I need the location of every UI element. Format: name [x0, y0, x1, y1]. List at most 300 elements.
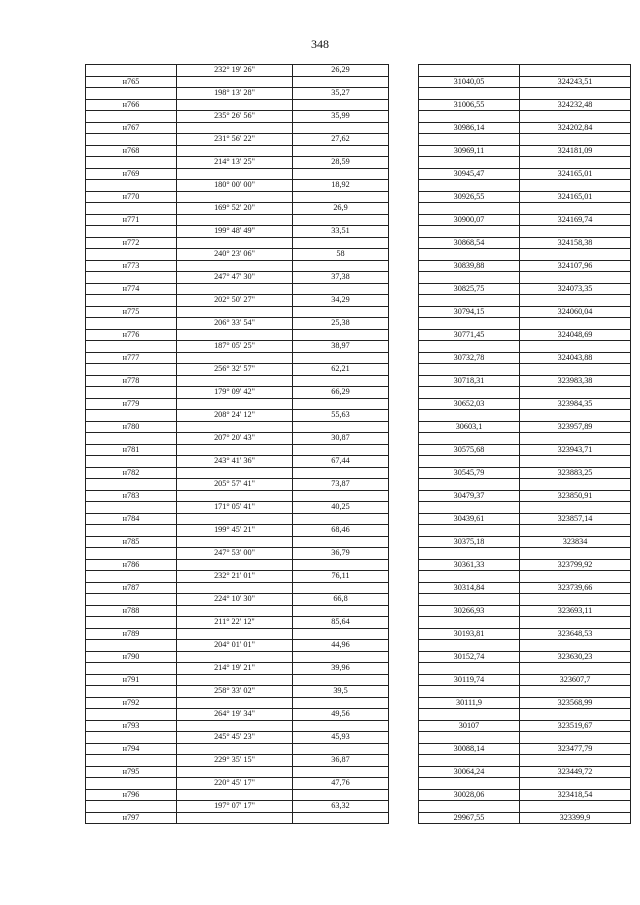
length-cell: 49,56	[293, 709, 389, 721]
gap-cell	[389, 651, 419, 663]
length-cell: 37,38	[293, 272, 389, 284]
point-id-cell: н782	[86, 467, 177, 479]
x-coordinate-cell: 30266,93	[419, 605, 520, 617]
gap-cell	[389, 283, 419, 295]
empty-cell	[293, 605, 389, 617]
gap-cell	[389, 525, 419, 537]
gap-cell	[389, 628, 419, 640]
empty-cell	[177, 766, 293, 778]
gap-cell	[389, 594, 419, 606]
point-row	[86, 329, 631, 341]
empty-cell	[86, 318, 177, 330]
empty-cell	[86, 272, 177, 284]
empty-cell	[86, 755, 177, 767]
empty-cell	[419, 180, 520, 192]
y-coordinate-cell: 323984,35	[520, 398, 631, 410]
empty-cell	[419, 272, 520, 284]
point-id-cell: н767	[86, 122, 177, 134]
empty-cell	[86, 479, 177, 491]
length-cell: 76,11	[293, 571, 389, 583]
y-coordinate-cell: 324060,04	[520, 306, 631, 318]
gap-cell	[389, 444, 419, 456]
empty-cell	[177, 536, 293, 548]
empty-cell	[520, 318, 631, 330]
segment-row	[86, 364, 631, 376]
empty-cell	[293, 260, 389, 272]
empty-cell	[520, 778, 631, 790]
empty-cell	[86, 686, 177, 698]
point-row	[86, 145, 631, 157]
bearing-cell: 220° 45' 17"	[177, 778, 293, 790]
empty-cell	[293, 283, 389, 295]
x-coordinate-cell: 30479,37	[419, 490, 520, 502]
x-coordinate-cell: 30064,24	[419, 766, 520, 778]
empty-cell	[419, 663, 520, 675]
gap-cell	[389, 191, 419, 203]
empty-cell	[419, 111, 520, 123]
y-coordinate-cell: 324202,84	[520, 122, 631, 134]
y-coordinate-cell: 324243,51	[520, 76, 631, 88]
point-id-cell: н787	[86, 582, 177, 594]
empty-cell	[293, 214, 389, 226]
point-id-cell: н780	[86, 421, 177, 433]
segment-row	[86, 479, 631, 491]
segment-row	[86, 433, 631, 445]
empty-cell	[293, 122, 389, 134]
point-id-cell: н792	[86, 697, 177, 709]
gap-cell	[389, 812, 419, 824]
y-coordinate-cell: 323850,91	[520, 490, 631, 502]
empty-cell	[419, 525, 520, 537]
point-row	[86, 812, 631, 824]
bearing-cell: 247° 53' 00"	[177, 548, 293, 560]
empty-cell	[520, 594, 631, 606]
empty-cell	[86, 65, 177, 77]
empty-cell	[177, 789, 293, 801]
point-row	[86, 766, 631, 778]
bearing-cell: 208° 24' 12"	[177, 410, 293, 422]
segment-row	[86, 640, 631, 652]
bearing-cell: 224° 10' 30"	[177, 594, 293, 606]
x-coordinate-cell: 29967,55	[419, 812, 520, 824]
length-cell: 18,92	[293, 180, 389, 192]
empty-cell	[293, 467, 389, 479]
segment-row	[86, 157, 631, 169]
empty-cell	[419, 755, 520, 767]
point-row	[86, 421, 631, 433]
gap-cell	[389, 778, 419, 790]
gap-cell	[389, 157, 419, 169]
point-id-cell: н788	[86, 605, 177, 617]
length-cell: 36,79	[293, 548, 389, 560]
segment-row	[86, 617, 631, 629]
segment-row	[86, 180, 631, 192]
y-coordinate-cell: 323568,99	[520, 697, 631, 709]
empty-cell	[86, 778, 177, 790]
gap-cell	[389, 226, 419, 238]
segment-row	[86, 548, 631, 560]
empty-cell	[177, 99, 293, 111]
point-row	[86, 122, 631, 134]
empty-cell	[419, 410, 520, 422]
x-coordinate-cell: 30986,14	[419, 122, 520, 134]
empty-cell	[177, 582, 293, 594]
x-coordinate-cell: 30718,31	[419, 375, 520, 387]
x-coordinate-cell: 30603,1	[419, 421, 520, 433]
x-coordinate-cell: 30152,74	[419, 651, 520, 663]
x-coordinate-cell: 30794,15	[419, 306, 520, 318]
empty-cell	[177, 628, 293, 640]
empty-cell	[419, 502, 520, 514]
y-coordinate-cell: 324073,35	[520, 283, 631, 295]
empty-cell	[293, 766, 389, 778]
y-coordinate-cell: 323630,23	[520, 651, 631, 663]
gap-cell	[389, 145, 419, 157]
empty-cell	[520, 364, 631, 376]
empty-cell	[520, 548, 631, 560]
segment-row	[86, 272, 631, 284]
y-coordinate-cell: 324232,48	[520, 99, 631, 111]
point-id-cell: н768	[86, 145, 177, 157]
empty-cell	[177, 398, 293, 410]
x-coordinate-cell: 30652,03	[419, 398, 520, 410]
bearing-cell: 245° 45' 23"	[177, 732, 293, 744]
segment-row	[86, 571, 631, 583]
gap-cell	[389, 755, 419, 767]
bearing-cell: 205° 57' 41"	[177, 479, 293, 491]
empty-cell	[293, 513, 389, 525]
empty-cell	[86, 88, 177, 100]
gap-cell	[389, 410, 419, 422]
x-coordinate-cell: 30732,78	[419, 352, 520, 364]
x-coordinate-cell: 30545,79	[419, 467, 520, 479]
empty-cell	[293, 720, 389, 732]
point-id-cell: н773	[86, 260, 177, 272]
point-id-cell: н772	[86, 237, 177, 249]
x-coordinate-cell: 30969,11	[419, 145, 520, 157]
gap-cell	[389, 697, 419, 709]
segment-row	[86, 295, 631, 307]
length-cell: 26,29	[293, 65, 389, 77]
empty-cell	[520, 295, 631, 307]
empty-cell	[86, 180, 177, 192]
length-cell: 35,99	[293, 111, 389, 123]
empty-cell	[419, 456, 520, 468]
bearing-cell: 180° 00' 00"	[177, 180, 293, 192]
empty-cell	[520, 410, 631, 422]
coordinates-table	[85, 64, 631, 824]
empty-cell	[86, 709, 177, 721]
empty-cell	[520, 801, 631, 813]
empty-cell	[86, 203, 177, 215]
bearing-cell: 235° 26' 56"	[177, 111, 293, 123]
empty-cell	[520, 65, 631, 77]
empty-cell	[419, 732, 520, 744]
point-id-cell: н784	[86, 513, 177, 525]
segment-row	[86, 134, 631, 146]
segment-row	[86, 226, 631, 238]
bearing-cell: 171° 05' 41"	[177, 502, 293, 514]
y-coordinate-cell: 324165,01	[520, 191, 631, 203]
empty-cell	[520, 525, 631, 537]
empty-cell	[86, 134, 177, 146]
gap-cell	[389, 686, 419, 698]
point-id-cell: н783	[86, 490, 177, 502]
length-cell: 35,27	[293, 88, 389, 100]
empty-cell	[293, 421, 389, 433]
y-coordinate-cell: 324043,88	[520, 352, 631, 364]
empty-cell	[419, 686, 520, 698]
gap-cell	[389, 76, 419, 88]
empty-cell	[293, 536, 389, 548]
length-cell: 33,51	[293, 226, 389, 238]
segment-row	[86, 410, 631, 422]
empty-cell	[86, 456, 177, 468]
gap-cell	[389, 387, 419, 399]
empty-cell	[293, 559, 389, 571]
gap-cell	[389, 341, 419, 353]
x-coordinate-cell: 30028,06	[419, 789, 520, 801]
empty-cell	[293, 237, 389, 249]
length-cell: 67,44	[293, 456, 389, 468]
point-row	[86, 306, 631, 318]
bearing-cell: 204° 01' 01"	[177, 640, 293, 652]
empty-cell	[86, 525, 177, 537]
empty-cell	[86, 341, 177, 353]
empty-cell	[86, 249, 177, 261]
empty-cell	[520, 617, 631, 629]
empty-cell	[177, 306, 293, 318]
y-coordinate-cell: 323957,89	[520, 421, 631, 433]
empty-cell	[177, 237, 293, 249]
empty-cell	[293, 743, 389, 755]
gap-cell	[389, 720, 419, 732]
point-id-cell: н769	[86, 168, 177, 180]
gap-cell	[389, 318, 419, 330]
x-coordinate-cell: 30926,55	[419, 191, 520, 203]
empty-cell	[419, 778, 520, 790]
empty-cell	[293, 812, 389, 824]
x-coordinate-cell: 30900,07	[419, 214, 520, 226]
point-row	[86, 283, 631, 295]
empty-cell	[177, 605, 293, 617]
empty-cell	[86, 640, 177, 652]
gap-cell	[389, 801, 419, 813]
length-cell: 26,9	[293, 203, 389, 215]
empty-cell	[177, 260, 293, 272]
length-cell: 66,8	[293, 594, 389, 606]
x-coordinate-cell: 30361,33	[419, 559, 520, 571]
length-cell: 34,29	[293, 295, 389, 307]
empty-cell	[419, 226, 520, 238]
empty-cell	[177, 375, 293, 387]
gap-cell	[389, 513, 419, 525]
gap-cell	[389, 502, 419, 514]
empty-cell	[520, 686, 631, 698]
y-coordinate-cell: 323983,38	[520, 375, 631, 387]
gap-cell	[389, 559, 419, 571]
gap-cell	[389, 766, 419, 778]
empty-cell	[177, 812, 293, 824]
gap-cell	[389, 306, 419, 318]
length-cell: 73,87	[293, 479, 389, 491]
x-coordinate-cell: 31006,55	[419, 99, 520, 111]
gap-cell	[389, 490, 419, 502]
gap-cell	[389, 237, 419, 249]
point-id-cell: н770	[86, 191, 177, 203]
gap-cell	[389, 375, 419, 387]
y-coordinate-cell: 323799,92	[520, 559, 631, 571]
empty-cell	[293, 99, 389, 111]
empty-cell	[293, 674, 389, 686]
segment-row	[86, 88, 631, 100]
gap-cell	[389, 674, 419, 686]
empty-cell	[177, 697, 293, 709]
point-row	[86, 605, 631, 617]
length-cell: 27,62	[293, 134, 389, 146]
length-cell: 39,5	[293, 686, 389, 698]
empty-cell	[520, 640, 631, 652]
empty-cell	[419, 341, 520, 353]
empty-cell	[177, 743, 293, 755]
length-cell: 40,25	[293, 502, 389, 514]
empty-cell	[520, 134, 631, 146]
empty-cell	[419, 295, 520, 307]
gap-cell	[389, 617, 419, 629]
y-coordinate-cell: 324165,01	[520, 168, 631, 180]
point-row	[86, 168, 631, 180]
empty-cell	[86, 732, 177, 744]
empty-cell	[520, 732, 631, 744]
gap-cell	[389, 295, 419, 307]
empty-cell	[419, 203, 520, 215]
segment-row	[86, 502, 631, 514]
point-row	[86, 398, 631, 410]
empty-cell	[419, 617, 520, 629]
point-row	[86, 536, 631, 548]
empty-cell	[293, 76, 389, 88]
empty-cell	[293, 306, 389, 318]
gap-cell	[389, 640, 419, 652]
page-number: 348	[311, 37, 329, 51]
gap-cell	[389, 180, 419, 192]
length-cell: 39,96	[293, 663, 389, 675]
x-coordinate-cell: 30088,14	[419, 743, 520, 755]
gap-cell	[389, 456, 419, 468]
empty-cell	[177, 674, 293, 686]
empty-cell	[419, 594, 520, 606]
x-coordinate-cell: 30945,47	[419, 168, 520, 180]
segment-row	[86, 318, 631, 330]
point-id-cell: н790	[86, 651, 177, 663]
empty-cell	[177, 76, 293, 88]
gap-cell	[389, 260, 419, 272]
segment-row	[86, 456, 631, 468]
empty-cell	[177, 490, 293, 502]
point-id-cell: н796	[86, 789, 177, 801]
point-id-cell: н795	[86, 766, 177, 778]
empty-cell	[293, 628, 389, 640]
point-row	[86, 789, 631, 801]
empty-cell	[419, 571, 520, 583]
bearing-cell: 247° 47' 30"	[177, 272, 293, 284]
empty-cell	[293, 375, 389, 387]
empty-cell	[177, 191, 293, 203]
empty-cell	[293, 329, 389, 341]
point-id-cell: н771	[86, 214, 177, 226]
point-id-cell: н776	[86, 329, 177, 341]
point-id-cell: н791	[86, 674, 177, 686]
empty-cell	[293, 168, 389, 180]
empty-cell	[520, 663, 631, 675]
point-row	[86, 375, 631, 387]
empty-cell	[293, 789, 389, 801]
x-coordinate-cell: 30119,74	[419, 674, 520, 686]
point-id-cell: н766	[86, 99, 177, 111]
gap-cell	[389, 272, 419, 284]
y-coordinate-cell: 323399,9	[520, 812, 631, 824]
bearing-cell: 232° 21' 01"	[177, 571, 293, 583]
empty-cell	[419, 249, 520, 261]
point-row	[86, 697, 631, 709]
x-coordinate-cell: 30314,84	[419, 582, 520, 594]
empty-cell	[293, 490, 389, 502]
bearing-cell: 197° 07' 17"	[177, 801, 293, 813]
x-coordinate-cell: 30868,54	[419, 237, 520, 249]
point-id-cell: н794	[86, 743, 177, 755]
length-cell: 85,64	[293, 617, 389, 629]
y-coordinate-cell: 323607,7	[520, 674, 631, 686]
gap-cell	[389, 467, 419, 479]
point-id-cell: н779	[86, 398, 177, 410]
gap-cell	[389, 122, 419, 134]
bearing-cell: 264° 19' 34"	[177, 709, 293, 721]
length-cell: 55,63	[293, 410, 389, 422]
y-coordinate-cell: 324181,09	[520, 145, 631, 157]
empty-cell	[520, 180, 631, 192]
bearing-cell: 211° 22' 12"	[177, 617, 293, 629]
empty-cell	[419, 88, 520, 100]
bearing-cell: 231° 56' 22"	[177, 134, 293, 146]
point-row	[86, 628, 631, 640]
point-row	[86, 559, 631, 571]
length-cell: 44,96	[293, 640, 389, 652]
point-id-cell: н793	[86, 720, 177, 732]
empty-cell	[520, 111, 631, 123]
point-id-cell: н786	[86, 559, 177, 571]
bearing-cell: 258° 33' 02"	[177, 686, 293, 698]
empty-cell	[293, 352, 389, 364]
segment-row	[86, 755, 631, 767]
gap-cell	[389, 548, 419, 560]
empty-cell	[520, 502, 631, 514]
empty-cell	[419, 318, 520, 330]
bearing-cell: 199° 48' 49"	[177, 226, 293, 238]
gap-cell	[389, 168, 419, 180]
empty-cell	[86, 387, 177, 399]
bearing-cell: 202° 50' 27"	[177, 295, 293, 307]
point-row	[86, 513, 631, 525]
empty-cell	[419, 364, 520, 376]
y-coordinate-cell: 324169,74	[520, 214, 631, 226]
segment-row	[86, 663, 631, 675]
empty-cell	[419, 134, 520, 146]
gap-cell	[389, 99, 419, 111]
segment-row	[86, 778, 631, 790]
empty-cell	[520, 456, 631, 468]
empty-cell	[520, 433, 631, 445]
point-row	[86, 76, 631, 88]
